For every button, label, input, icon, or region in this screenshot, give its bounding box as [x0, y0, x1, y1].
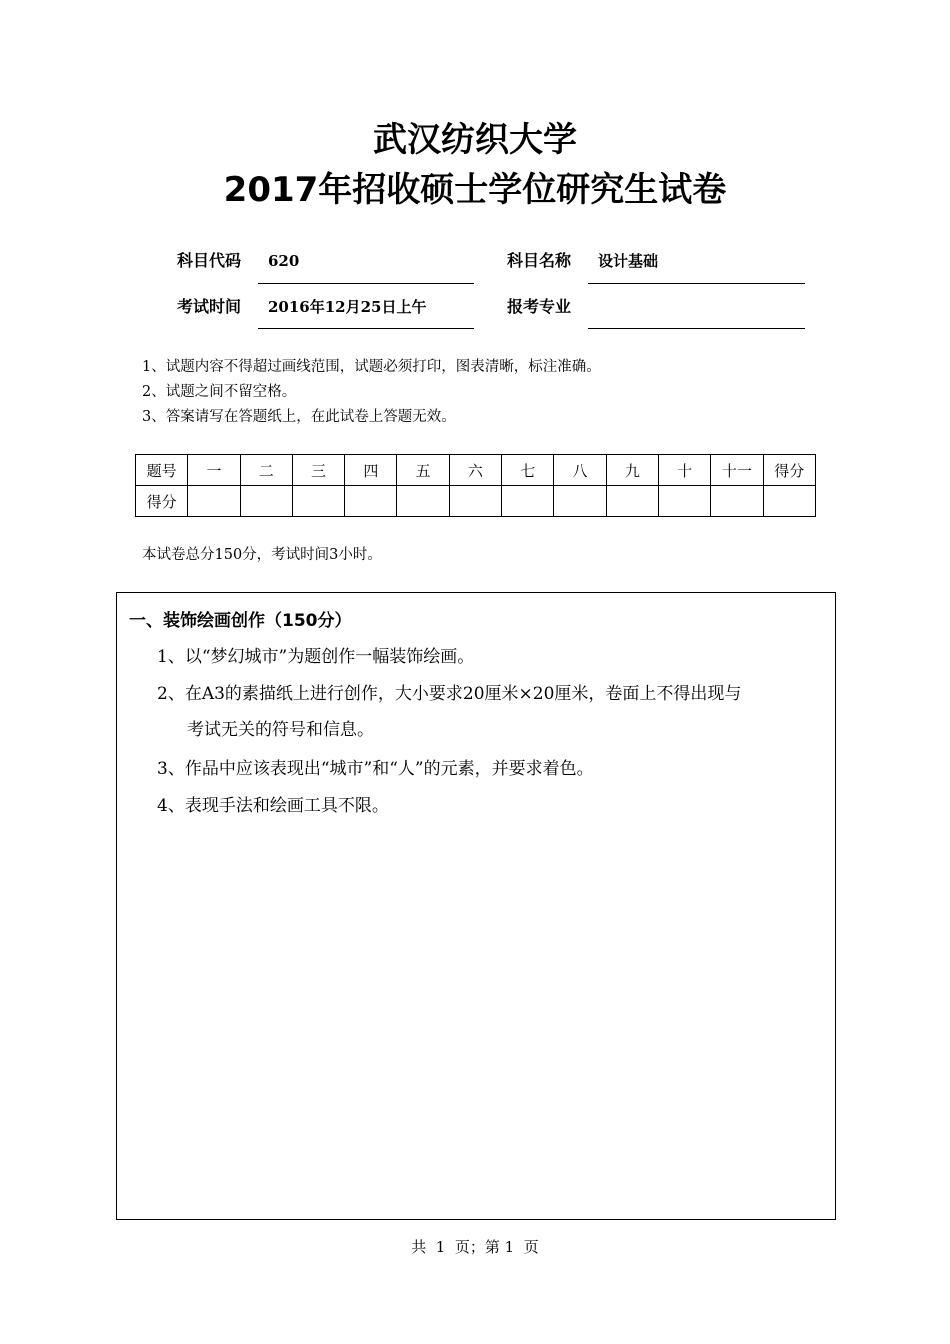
subject-code-label: 科目代码 [177, 251, 242, 270]
score-row-label: 得分 [136, 486, 188, 517]
score-header-cell: 六 [449, 455, 501, 486]
page-footer: 共 1 页；第 1 页 [411, 1238, 539, 1256]
score-cell [658, 486, 710, 517]
subject-code-underline [258, 283, 474, 284]
score-header-cell: 七 [502, 455, 554, 486]
score-cell [449, 486, 501, 517]
major-label: 报考专业 [507, 297, 572, 316]
score-header-cell: 二 [240, 455, 292, 486]
score-cell [188, 486, 240, 517]
subject-name-label: 科目名称 [507, 251, 572, 270]
score-header-cell: 得分 [763, 455, 815, 486]
note-item: 2、试题之间不留空格。 [142, 384, 297, 400]
university-title: 武汉纺织大学 [373, 120, 577, 160]
exam-time-value: 2016年12月25日上午 [268, 298, 427, 316]
question-box [116, 592, 836, 1220]
score-header-cell: 十 [658, 455, 710, 486]
score-header-cell: 十一 [711, 455, 763, 486]
exam-time-label: 考试时间 [177, 297, 242, 316]
exam-title: 2017年招收硕士学位研究生试卷 [223, 170, 727, 210]
score-cell [711, 486, 763, 517]
question-item: 4、表现手法和绘画工具不限。 [157, 796, 389, 816]
score-table-header-row [136, 455, 816, 486]
question-item: 1、以“梦幻城市”为题创作一幅装饰绘画。 [157, 647, 475, 667]
score-cell [763, 486, 815, 517]
note-item: 1、试题内容不得超过画线范围，试题必须打印，图表清晰，标注准确。 [142, 359, 601, 375]
score-cell [502, 486, 554, 517]
question-heading: 一、装饰绘画创作（150分） [129, 611, 352, 631]
score-table-score-row [136, 486, 816, 517]
major-underline [588, 328, 805, 329]
score-table [135, 454, 816, 517]
score-cell [554, 486, 606, 517]
exam-time-underline [258, 328, 474, 329]
question-item: 3、作品中应该表现出“城市”和“人”的元素，并要求着色。 [157, 759, 594, 779]
score-header-cell: 四 [345, 455, 397, 486]
score-header-cell: 九 [606, 455, 658, 486]
total-score-note: 本试卷总分150分，考试时间3小时。 [142, 547, 382, 563]
score-header-cell: 题号 [136, 455, 188, 486]
score-header-cell: 五 [397, 455, 449, 486]
subject-name-value: 设计基础 [598, 252, 659, 270]
score-header-cell: 三 [292, 455, 344, 486]
question-item-continuation: 考试无关的符号和信息。 [187, 720, 374, 740]
score-cell [292, 486, 344, 517]
score-cell [397, 486, 449, 517]
note-item: 3、答案请写在答题纸上，在此试卷上答题无效。 [142, 409, 456, 425]
score-cell [606, 486, 658, 517]
score-header-cell: 一 [188, 455, 240, 486]
exam-notes [142, 355, 601, 430]
score-cell [240, 486, 292, 517]
subject-code-value: 620 [268, 252, 300, 270]
question-item: 2、在A3的素描纸上进行创作，大小要求20厘米×20厘米，卷面上不得出现与 [157, 684, 742, 704]
score-header-cell: 八 [554, 455, 606, 486]
subject-name-underline [588, 283, 805, 284]
score-cell [345, 486, 397, 517]
